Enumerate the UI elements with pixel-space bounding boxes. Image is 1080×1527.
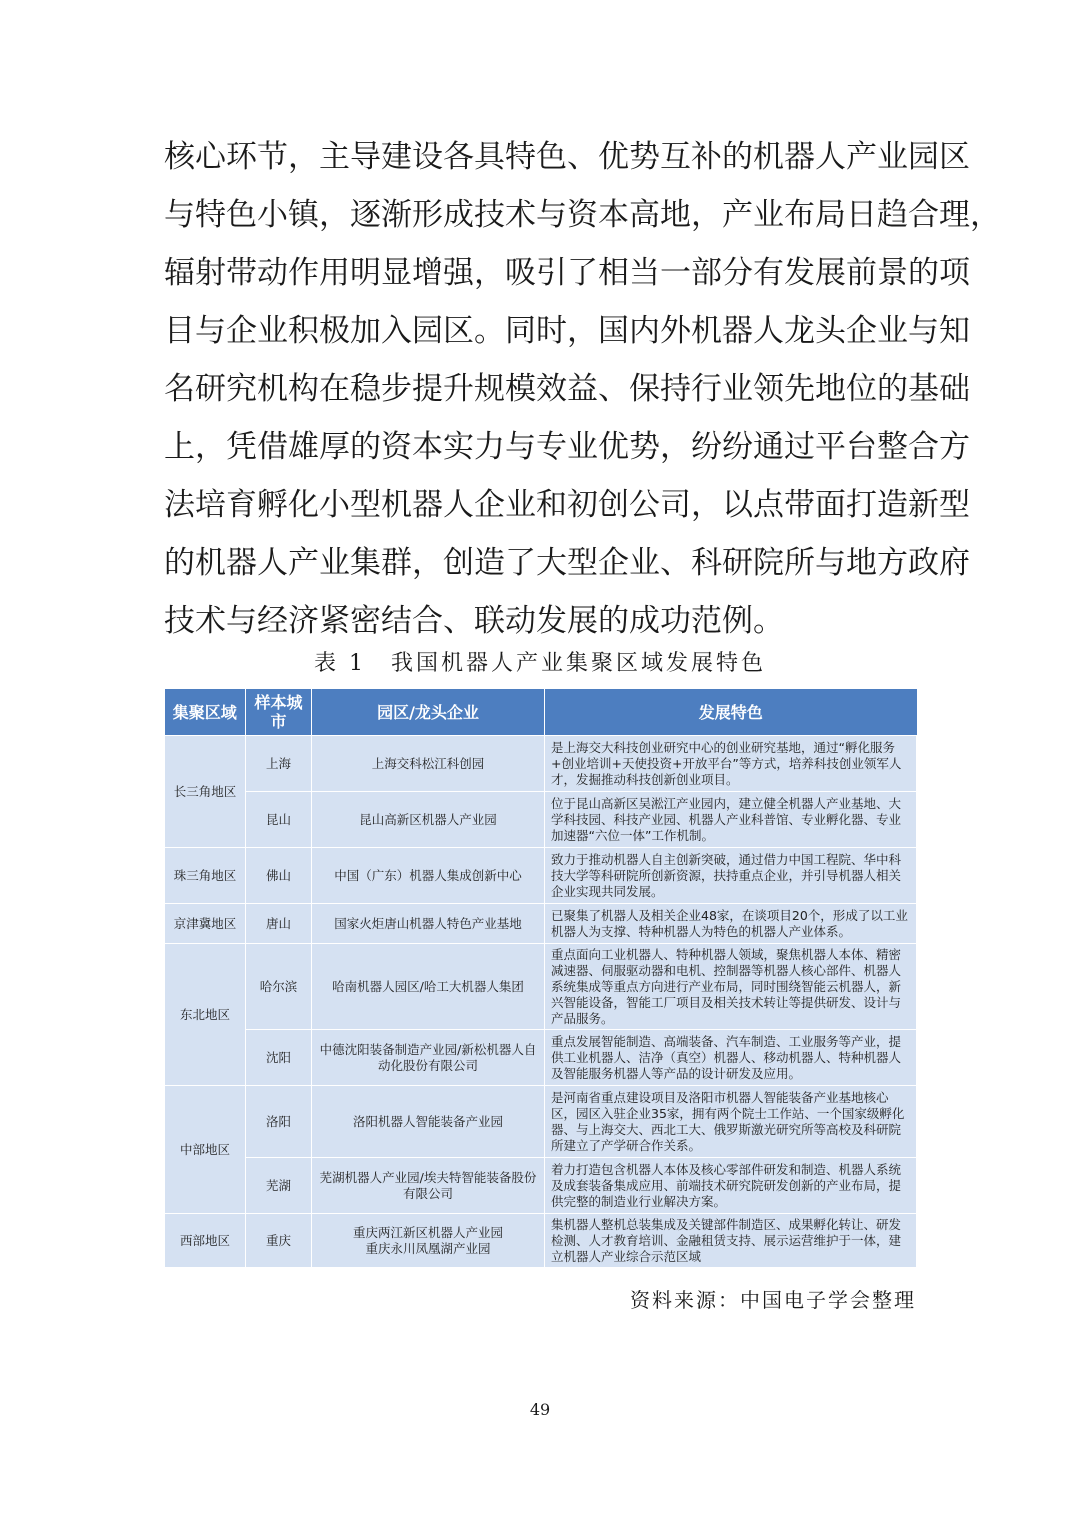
region-cell: 长三角地区 bbox=[165, 736, 246, 848]
park-cell: 上海交科松江科创园 bbox=[312, 736, 545, 792]
paragraph-line: 上，凭借雄厚的资本实力与专业优势，纷纷通过平台整合方 bbox=[164, 429, 970, 465]
paragraph-line: 技术与经济紧密结合、联动发展的成功范例。 bbox=[164, 603, 784, 639]
feature-cell: 着力打造包含机器人本体及核心零部件研发和制造、机器人系统及成套装备集成应用、前端技术研究院研发创新的产业布局，提供完整的制造业行业解决方案。 bbox=[545, 1158, 917, 1214]
feature-cell: 集机器人整机总装集成及关键部件制造区、成果孵化转让、研发检测、人才教育培训、金融租赁支持、展示运营维护于一体，建立机器人产业综合示范区域 bbox=[545, 1214, 917, 1268]
table-row bbox=[165, 848, 917, 904]
header-park: 园区/龙头企业 bbox=[312, 689, 545, 736]
feature-cell: 重点发展智能制造、高端装备、汽车制造、工业服务等产业，提供工业机器人、洁净（真空）机器人、移动机器人、特种机器人及智能服务机器人等产品的设计研发及应用。 bbox=[545, 1030, 917, 1086]
region-cell: 珠三角地区 bbox=[165, 848, 246, 904]
park-cell: 哈南机器人园区/哈工大机器人集团 bbox=[312, 944, 545, 1030]
feature-cell: 已聚集了机器人及相关企业48家，在谈项目20个，形成了以工业机器人为支撑、特种机器人为特色的机器人产业体系。 bbox=[545, 904, 917, 944]
park-cell: 洛阳机器人智能装备产业园 bbox=[312, 1086, 545, 1158]
body-paragraph bbox=[164, 128, 1001, 650]
page-number: 49 bbox=[529, 1400, 551, 1419]
table-row bbox=[165, 1086, 917, 1158]
park-cell: 昆山高新区机器人产业园 bbox=[312, 792, 545, 848]
header-region: 集聚区域 bbox=[165, 689, 246, 736]
paragraph-line: 名研究机构在稳步提升规模效益、保持行业领先地位的基础 bbox=[164, 371, 970, 407]
park-cell: 重庆两江新区机器人产业园 重庆永川凤凰湖产业园 bbox=[312, 1214, 545, 1268]
city-cell: 佛山 bbox=[246, 848, 312, 904]
table-header-row bbox=[165, 689, 917, 736]
city-cell: 昆山 bbox=[246, 792, 312, 848]
park-cell: 国家火炬唐山机器人特色产业基地 bbox=[312, 904, 545, 944]
city-cell: 洛阳 bbox=[246, 1086, 312, 1158]
region-cell: 中部地区 bbox=[165, 1086, 246, 1214]
city-cell: 哈尔滨 bbox=[246, 944, 312, 1030]
paragraph-line: 目与企业积极加入园区。同时，国内外机器人龙头企业与知 bbox=[164, 313, 970, 349]
cluster-table bbox=[164, 689, 916, 1268]
park-cell: 中国（广东）机器人集成创新中心 bbox=[312, 848, 545, 904]
header-city: 样本城市 bbox=[246, 689, 312, 736]
table-caption: 表 1 我国机器人产业集聚区域发展特色 bbox=[314, 651, 766, 676]
cluster-table-grid bbox=[164, 689, 917, 1268]
paragraph-line: 核心环节，主导建设各具特色、优势互补的机器人产业园区 bbox=[164, 139, 970, 175]
region-cell: 京津冀地区 bbox=[165, 904, 246, 944]
paragraph-line: 辐射带动作用明显增强，吸引了相当一部分有发展前景的项 bbox=[164, 255, 970, 291]
city-cell: 沈阳 bbox=[246, 1030, 312, 1086]
table-row bbox=[165, 944, 917, 1030]
feature-cell: 是上海交大科技创业研究中心的创业研究基地，通过“孵化服务+创业培训+天使投资+开放平台”等方式，培养科技创业领军人才，发掘推动科技创新创业项目。 bbox=[545, 736, 917, 792]
source-note: 资料来源：中国电子学会整理 bbox=[630, 1288, 916, 1312]
feature-cell: 位于昆山高新区吴淞江产业园内，建立健全机器人产业基地、大学科技园、科技产业园、机器人产业科普馆、专业孵化器、专业加速器“六位一体”工作机制。 bbox=[545, 792, 917, 848]
city-cell: 芜湖 bbox=[246, 1158, 312, 1214]
table-row bbox=[165, 1030, 917, 1086]
city-cell: 上海 bbox=[246, 736, 312, 792]
feature-cell: 是河南省重点建设项目及洛阳市机器人智能装备产业基地核心区，园区入驻企业35家，拥有两个院士工作站、一个国家级孵化器、与上海交大、西北工大、俄罗斯激光研究所等高校及科研院所建立了产学研合作关系。 bbox=[545, 1086, 917, 1158]
table-row bbox=[165, 736, 917, 792]
region-cell: 东北地区 bbox=[165, 944, 246, 1086]
paragraph-line: 法培育孵化小型机器人企业和初创公司，以点带面打造新型 bbox=[164, 487, 970, 523]
table-row bbox=[165, 792, 917, 848]
paragraph-line: 的机器人产业集群，创造了大型企业、科研院所与地方政府 bbox=[164, 545, 970, 581]
table-row bbox=[165, 1158, 917, 1214]
city-cell: 重庆 bbox=[246, 1214, 312, 1268]
paragraph-line: 与特色小镇，逐渐形成技术与资本高地，产业布局日趋合理， bbox=[164, 197, 1001, 233]
park-cell: 中德沈阳装备制造产业园/新松机器人自动化股份有限公司 bbox=[312, 1030, 545, 1086]
park-cell: 芜湖机器人产业园/埃夫特智能装备股份有限公司 bbox=[312, 1158, 545, 1214]
city-cell: 唐山 bbox=[246, 904, 312, 944]
table-row bbox=[165, 904, 917, 944]
table-row bbox=[165, 1214, 917, 1268]
header-feature: 发展特色 bbox=[545, 689, 917, 736]
feature-cell: 重点面向工业机器人、特种机器人领域，聚焦机器人本体、精密减速器、伺服驱动器和电机、控制器等机器人核心部件、机器人系统集成等重点方向进行产业布局，同时围绕智能云机器人，新兴智能设备，智能工厂项目及相关技术转让等提供研发、设计与产品服务。 bbox=[545, 944, 917, 1030]
feature-cell: 致力于推动机器人自主创新突破，通过借力中国工程院、华中科技大学等科研院所创新资源，扶持重点企业，并引导机器人相关企业实现共同发展。 bbox=[545, 848, 917, 904]
region-cell: 西部地区 bbox=[165, 1214, 246, 1268]
